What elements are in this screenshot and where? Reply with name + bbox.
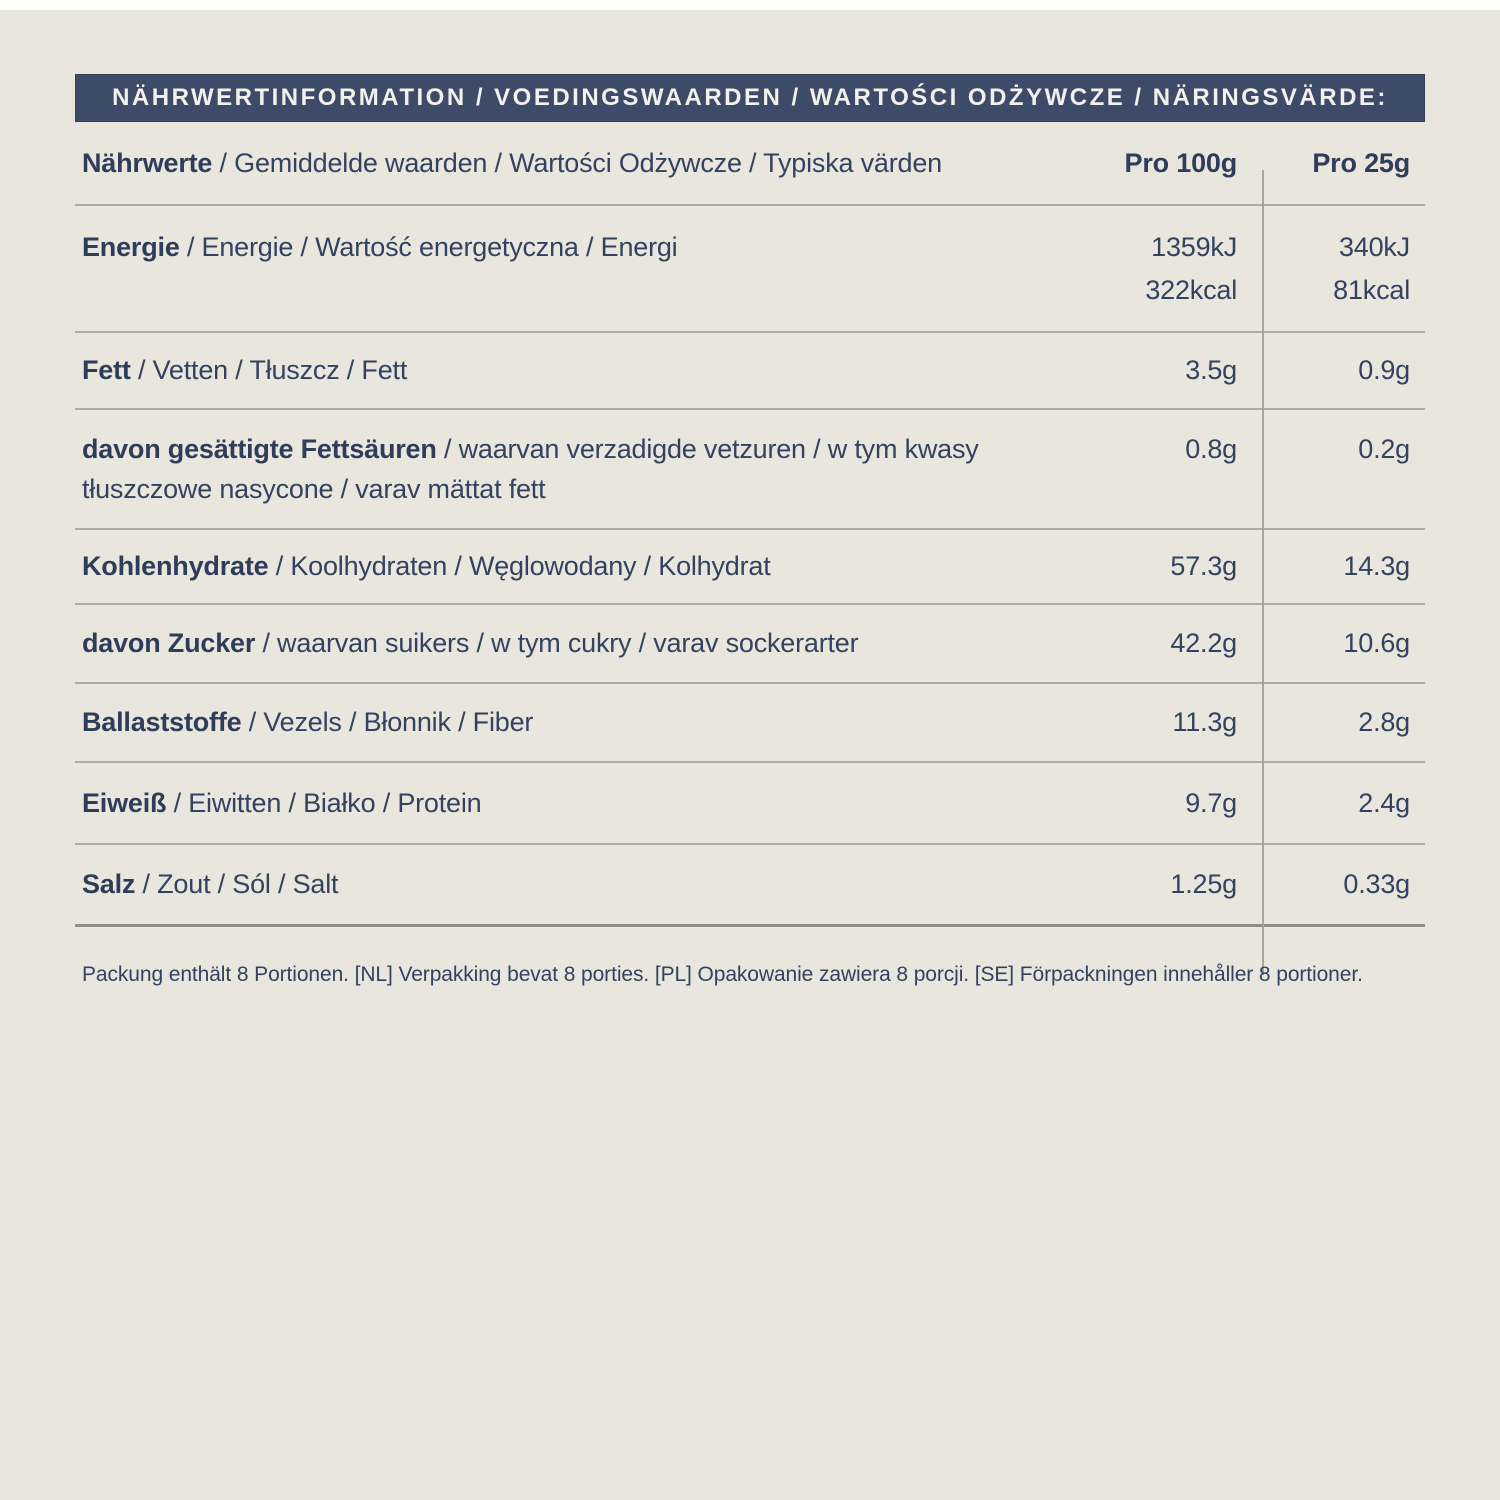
value-per-100g: 11.3g: [1172, 707, 1237, 737]
value-per-100g: 1.25g: [1170, 869, 1237, 899]
column-header-per-100g: Pro 100g: [1124, 147, 1237, 178]
serving-note: Packung enthält 8 Portionen. [NL] Verpakking bevat 8 porties. [PL] Opakowanie zawiera 8 porcji. [SE] Förpackningen innehåller 8 portioner.: [82, 963, 1363, 986]
value-per-100g: 42.2g: [1170, 628, 1237, 658]
nutrient-label: Energie / Energie / Wartość energetyczna / Energi: [82, 232, 678, 262]
value-per-100g: 0.8g: [1185, 434, 1237, 464]
table-row-energy: [75, 206, 1425, 333]
panel-header-bar: [75, 74, 1425, 122]
column-header-nutrients: [75, 148, 1082, 179]
column-header-per-25g: Pro 25g: [1312, 147, 1410, 178]
value-per-25g: 2.4g: [1358, 787, 1410, 818]
value-per-25g: 0.33g: [1343, 869, 1410, 899]
table-row-saturated-fat: [75, 410, 1425, 530]
nutrient-label: Kohlenhydrate / Koolhydraten / Węglowodany / Kolhydrat: [82, 551, 771, 581]
value-per-100g: 9.7g: [1185, 787, 1237, 818]
table-row-protein: [75, 763, 1425, 845]
column-divider: [1262, 170, 1264, 975]
nutrient-label: davon gesättigte Fettsäuren / waarvan verzadigde vetzuren / w tym kwasy tłuszczowe nasycone / varav mättat fett: [82, 434, 979, 504]
table-row-carbohydrates: [75, 530, 1425, 605]
column-header-nutrients-bold: Nährwerte: [82, 147, 213, 178]
value-per-25g: 0.2g: [1358, 434, 1410, 464]
value-per-100g: 1359kJ 322kcal: [1145, 232, 1237, 305]
nutrient-label: Salz / Zout / Sól / Salt: [82, 869, 339, 899]
value-per-25g: 0.9g: [1358, 355, 1410, 385]
nutrient-label: Eiweiß / Eiwitten / Białko / Protein: [82, 787, 482, 818]
value-per-100g: 57.3g: [1170, 551, 1237, 581]
table-row-fiber: [75, 684, 1425, 763]
value-per-25g: 340kJ 81kcal: [1333, 232, 1410, 305]
value-per-25g: 10.6g: [1343, 628, 1410, 658]
nutrition-table: [75, 122, 1425, 927]
value-per-25g: 14.3g: [1343, 551, 1410, 581]
nutrition-panel: [75, 74, 1425, 927]
photo-top-edge: [0, 0, 1500, 10]
nutrient-label: Fett / Vetten / Tłuszcz / Fett: [82, 355, 408, 385]
table-row-salt: [75, 845, 1425, 927]
table-header-row: [75, 122, 1425, 206]
nutrient-label: davon Zucker / waarvan suikers / w tym cukry / varav sockerarter: [82, 628, 859, 658]
nutrient-label: Ballaststoffe / Vezels / Błonnik / Fiber: [82, 707, 534, 737]
panel-title: NÄHRWERTINFORMATION / VOEDINGSWAARDEN / WARTOŚCI ODŻYWCZE / NÄRINGSVÄRDE:: [112, 84, 1388, 111]
value-per-100g: 3.5g: [1185, 355, 1237, 385]
table-row-sugars: [75, 605, 1425, 684]
column-header-nutrients-rest: / Gemiddelde waarden / Wartości Odżywcze / Typiska värden: [212, 147, 942, 178]
value-per-25g: 2.8g: [1358, 707, 1410, 737]
table-row-fat: [75, 333, 1425, 410]
